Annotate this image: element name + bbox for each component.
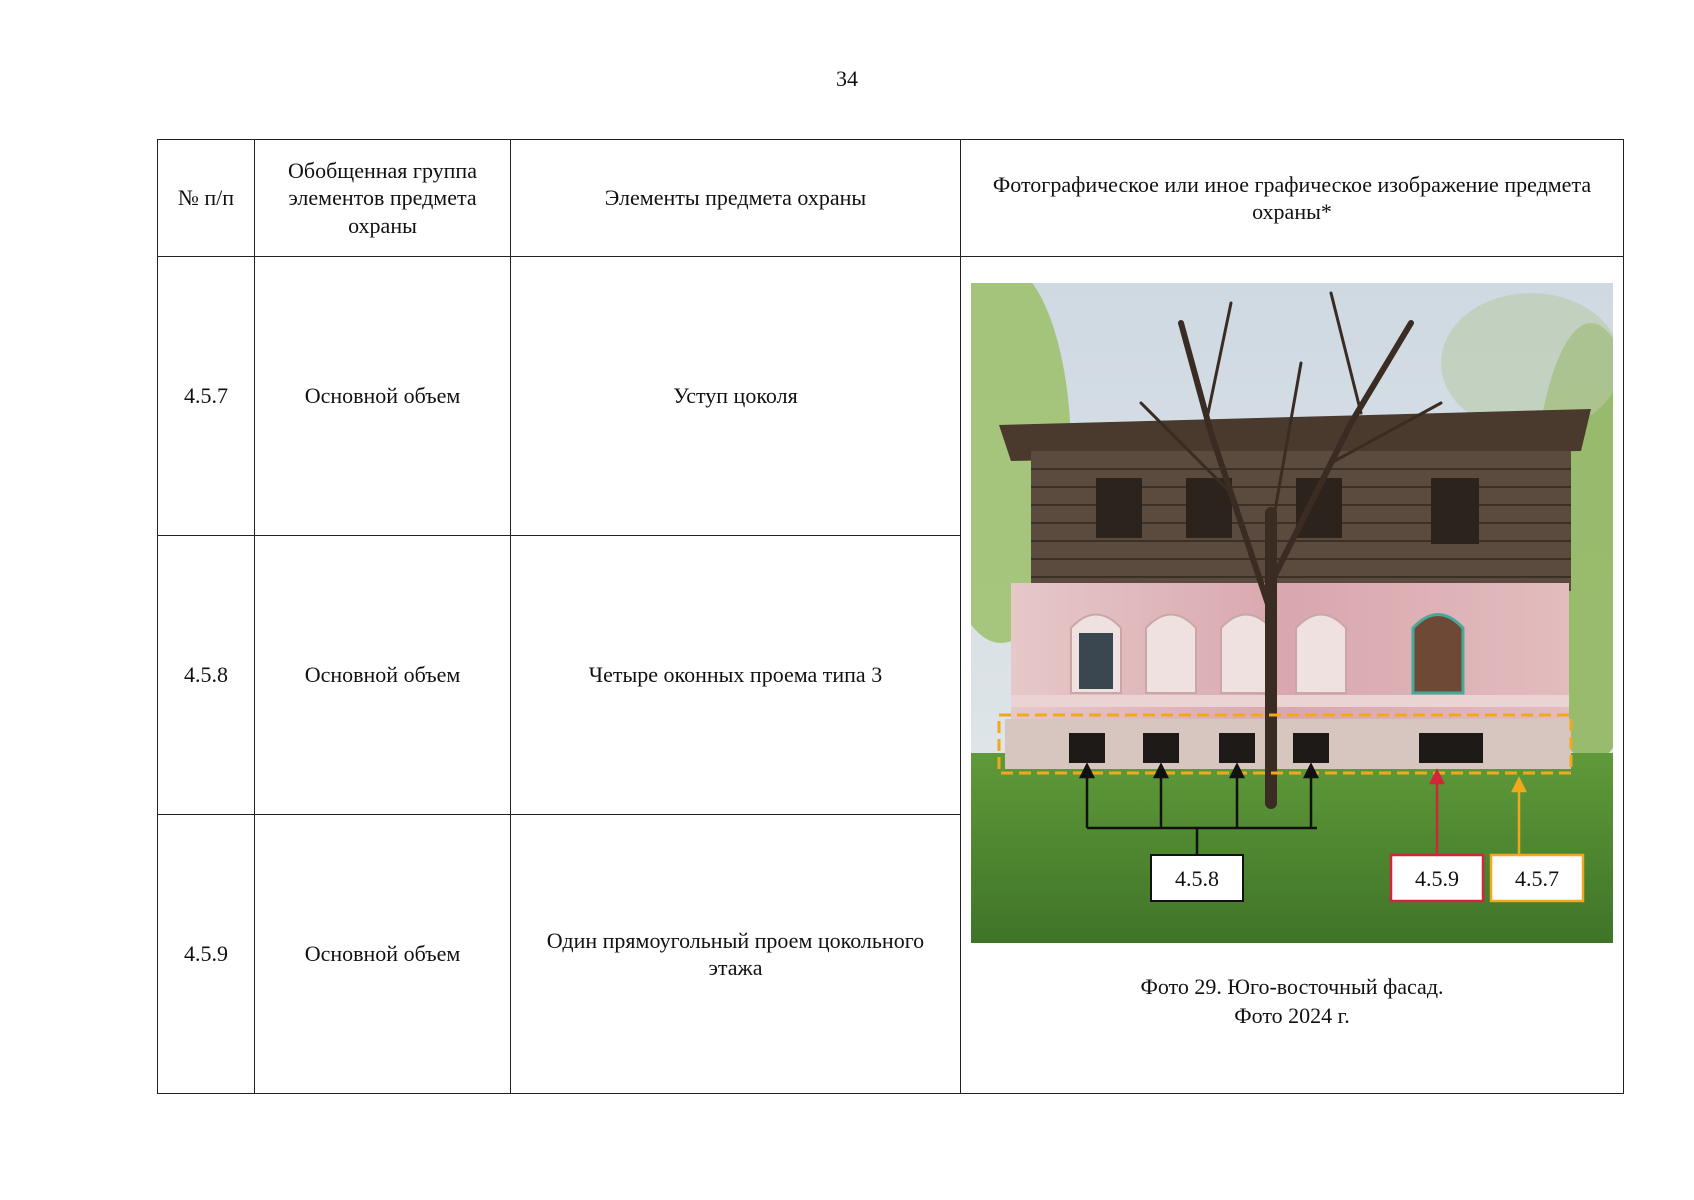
row-element: Один прямоугольный проем цокольного этажа [511,815,961,1094]
caption-line-1: Фото 29. Юго-восточный фасад. [1140,974,1444,999]
photo-caption [971,973,1613,1030]
label-4-5-7: 4.5.7 [1515,866,1559,891]
header-image: Фотографическое или иное графическое изображение предмета охраны* [961,140,1624,257]
header-elements: Элементы предмета охраны [511,140,961,257]
label-4-5-9: 4.5.9 [1415,866,1459,891]
page-number: 34 [836,66,858,91]
row-num: 4.5.7 [158,257,255,536]
row-group: Основной объем [255,815,511,1094]
facade-photo [971,283,1613,943]
row-num: 4.5.9 [158,815,255,1094]
table-header-row [158,140,1624,257]
row-element: Четыре оконных проема типа 3 [511,536,961,815]
facade-photo-illustration [971,283,1613,943]
protection-table [157,139,1624,1094]
row-element: Уступ цоколя [511,257,961,536]
row-num: 4.5.8 [158,536,255,815]
caption-line-2: Фото 2024 г. [1234,1002,1350,1028]
label-4-5-8: 4.5.8 [1175,866,1219,891]
header-group: Обобщенная группа элементов предмета охраны [255,140,511,257]
row-group: Основной объем [255,257,511,536]
row-group: Основной объем [255,536,511,815]
header-num: № п/п [158,140,255,257]
photo-cell [961,257,1624,1094]
table-row [158,257,1624,536]
